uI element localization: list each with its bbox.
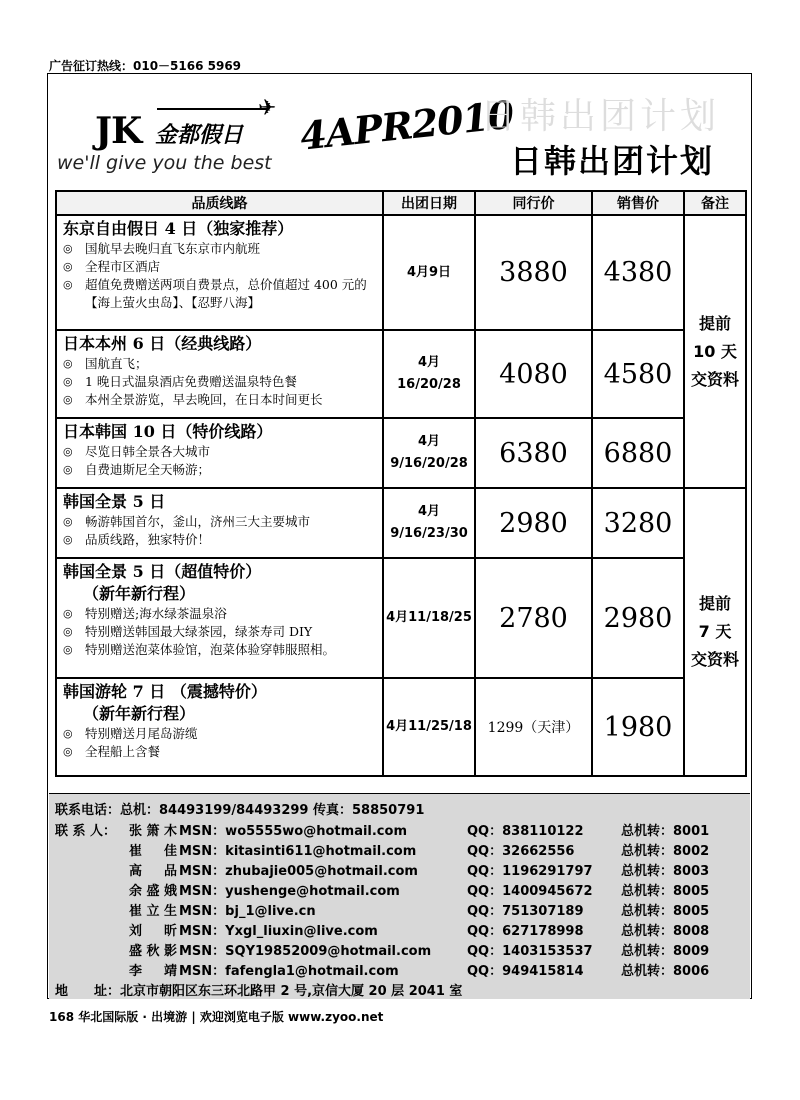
header-note: 备注	[684, 191, 746, 215]
slogan: we'll give you the best	[57, 152, 272, 174]
table-row	[56, 215, 746, 330]
bullet-icon: ◎	[63, 727, 73, 740]
bullet-icon: ◎	[63, 242, 73, 255]
address-line: 地 址：北京市朝阳区东三环北路甲 2 号,京信大厦 20 层 2041 室	[55, 984, 463, 999]
sale-price: 1980	[592, 678, 684, 776]
issue-date: 4APR2010	[298, 91, 516, 159]
note-cell: 提前 10 天 交资料	[684, 215, 746, 488]
bullet-icon: ◎	[63, 607, 73, 620]
feature-item: ◎ 国航直飞；	[63, 356, 148, 371]
company-logo	[95, 96, 277, 154]
contact-label: 联 系 人：	[55, 824, 117, 839]
bullet-icon: ◎	[63, 515, 73, 528]
route-cell	[56, 418, 383, 488]
feature-item: ◎ 国航早去晚归直飞东京市内航班	[63, 241, 261, 256]
logo-jk-text: JK	[95, 110, 142, 152]
peer-price: 1299（天津）	[475, 678, 592, 776]
table-header-row	[56, 191, 746, 215]
airplane-icon: ✈	[258, 96, 277, 121]
logo-line	[157, 108, 267, 110]
header-peer-price: 同行价	[475, 191, 592, 215]
bullet-icon: ◎	[63, 463, 73, 476]
bullet-icon: ◎	[63, 260, 73, 273]
departure-date: 4月11/25/18	[383, 678, 475, 776]
feature-item: ◎ 品质线路，独家特价！	[63, 532, 211, 547]
feature-item: ◎ 特别赠送;海水绿茶温泉浴	[63, 606, 227, 621]
route-cell	[56, 558, 383, 678]
table-row	[56, 558, 746, 678]
feature-item: ◎ 特别赠送月尾岛游缆	[63, 726, 198, 741]
departure-date: 4月11/18/25	[383, 558, 475, 678]
sale-price: 6880	[592, 418, 684, 488]
page-title: 日韩出团计划	[510, 142, 715, 180]
peer-price: 6380	[475, 418, 592, 488]
logo-chinese-text: 金都假日	[155, 123, 244, 148]
sale-price: 3280	[592, 488, 684, 558]
sale-price: 4580	[592, 330, 684, 418]
route-title: 韩国全景 5 日	[63, 492, 166, 511]
peer-price: 2980	[475, 488, 592, 558]
route-subtitle: （新年新行程）	[83, 704, 196, 723]
header-sale-price: 销售价	[592, 191, 684, 215]
bullet-icon: ◎	[63, 445, 73, 458]
bullet-icon: ◎	[63, 625, 73, 638]
header-date: 出团日期	[383, 191, 475, 215]
bullet-icon: ◎	[63, 357, 73, 370]
sale-price: 4380	[592, 215, 684, 330]
route-cell	[56, 330, 383, 418]
route-title: 东京自由假日 4 日（独家推荐）	[63, 219, 294, 238]
peer-price: 4080	[475, 330, 592, 418]
watermark-title: 日韩出团计划	[480, 96, 721, 137]
header-route: 品质线路	[56, 191, 383, 215]
bullet-icon: ◎	[63, 533, 73, 546]
route-cell	[56, 678, 383, 776]
feature-item: ◎ 特别赠送泡菜体验馆，泡菜体验穿韩服照相。	[63, 642, 336, 657]
feature-item: ◎ 畅游韩国首尔，釜山，济州三大主要城市	[63, 514, 311, 529]
phone-line: 联系电话：总机：84493199/84493299 传真：58850791	[55, 803, 425, 818]
departure-date: 4月 16/20/28	[383, 330, 475, 418]
feature-item: ◎ 特别赠送韩国最大绿茶园，绿茶寿司 DIY	[63, 624, 313, 639]
feature-item: ◎ 1 晚日式温泉酒店免费赠送温泉特色餐	[63, 374, 297, 389]
table-row	[56, 678, 746, 776]
route-title: 韩国游轮 7 日 （震撼特价）	[63, 682, 267, 701]
route-title: 日本本州 6 日（经典线路）	[63, 334, 262, 353]
bullet-icon: ◎	[63, 278, 73, 291]
departure-date: 4月 9/16/23/30	[383, 488, 475, 558]
route-cell	[56, 488, 383, 558]
feature-item: ◎ 超值免费赠送两项自费景点，总价值超过 400 元的【海上萤火虫岛】、【忍野八海】	[63, 277, 367, 310]
feature-item: ◎ 全程船上含餐	[63, 744, 161, 759]
bullet-icon: ◎	[63, 375, 73, 388]
table-row	[56, 418, 746, 488]
feature-item: ◎ 尽览日韩全景各大城市	[63, 444, 211, 459]
route-title: 日本韩国 10 日（特价线路）	[63, 422, 273, 441]
peer-price: 3880	[475, 215, 592, 330]
table-row	[56, 330, 746, 418]
departure-date: 4月 9/16/20/28	[383, 418, 475, 488]
contacts-section: 联系电话：总机：84493199/84493299 传真：58850791 联 系 人： 张箫木 MSN：wo5555wo@hotmail.com QQ：838110122 总机转：8001 崔佳 MSN：kitasinti611@hotmail.com QQ：32662556 总机转：8002 高品 MSN：zhubajie005@hotmail.com QQ：1196291797 总机转：8003 余盛娥 MSN：yushenge@hotmail.com QQ：1400945672 总机转：8005 崔立生 MSN：bj_1@live.cn QQ：751307189 总机转：8005 刘昕 MSN：Yxgl_liuxin@live.com QQ：627178998 总机转：8008 盛秋影 MSN：SQY19852009@hotmail.com QQ：1403153537 总机转：8009 李靖 MSN：fafengla1@hotmail.com QQ：949415814 总机转：8006 地 址：北京市朝阳区东三环北路甲 2 号,京信大厦 20 层 2041 室	[49, 793, 750, 999]
tour-table	[55, 190, 747, 777]
feature-item: ◎ 全程市区酒店	[63, 259, 161, 274]
ad-hotline: 广告征订热线：010－5166 5969	[49, 59, 242, 73]
route-cell	[56, 215, 383, 330]
route-subtitle: （新年新行程）	[83, 584, 196, 603]
feature-item: ◎ 自费迪斯尼全天畅游；	[63, 462, 211, 477]
page-footer: 168 华北国际版 · 出境游 | 欢迎浏览电子版 www.zyoo.net	[49, 1010, 384, 1024]
bullet-icon: ◎	[63, 393, 73, 406]
feature-item: ◎ 本州全景游览，早去晚回，在日本时间更长	[63, 392, 323, 407]
departure-date: 4月9日	[383, 215, 475, 330]
route-title: 韩国全景 5 日（超值特价）	[63, 562, 262, 581]
table-row	[56, 488, 746, 558]
sale-price: 2980	[592, 558, 684, 678]
peer-price: 2780	[475, 558, 592, 678]
bullet-icon: ◎	[63, 745, 73, 758]
note-cell: 提前 7 天 交资料	[684, 488, 746, 776]
bullet-icon: ◎	[63, 643, 73, 656]
